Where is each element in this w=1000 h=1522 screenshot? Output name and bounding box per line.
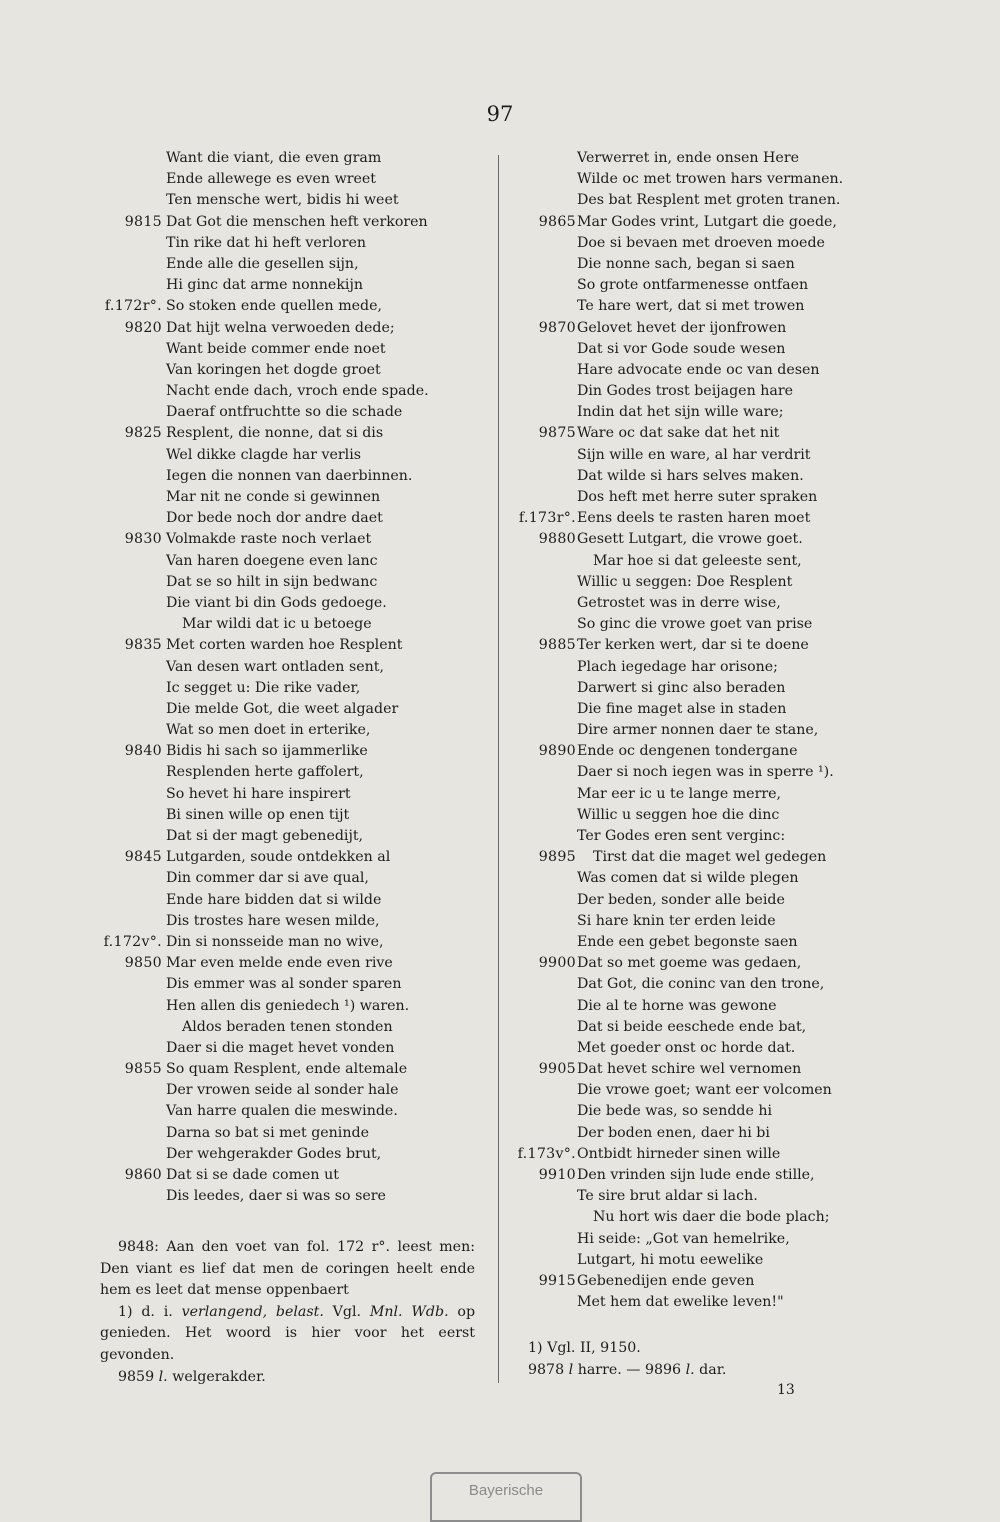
margin-number: 9875 <box>538 425 576 442</box>
verse-text: Iegen die nonnen van daerbinnen. <box>166 467 413 484</box>
verse-text: Darwert si ginc also beraden <box>577 679 786 696</box>
margin-number: 9870 <box>538 319 576 336</box>
verse-text: Dat si se dade comen ut <box>166 1167 339 1183</box>
verse-text: Want die viant, die even gram <box>166 150 382 166</box>
verse-line <box>96 529 501 550</box>
footnotes-right <box>528 1338 818 1381</box>
verse-line <box>96 381 501 402</box>
left-verse-column <box>96 148 501 1207</box>
verse-text: Dat si der magt gebenedijt, <box>166 828 364 844</box>
verse-line <box>510 1101 950 1122</box>
verse-line <box>96 720 501 741</box>
verse-line <box>510 402 950 423</box>
verse-text: Wel dikke clagde har verlis <box>166 446 362 463</box>
margin-number: f.173r°. <box>518 510 576 527</box>
verse-line <box>510 190 950 211</box>
verse-text: Ende allewege es even wreet <box>166 171 376 188</box>
margin-number: 9905 <box>538 1061 576 1078</box>
verse-line <box>510 339 950 360</box>
verse-line <box>510 847 950 868</box>
library-stamp: Bayerische <box>430 1472 582 1522</box>
verse-text: Der beden, sonder alle beide <box>577 891 785 908</box>
verse-text: Sijn wille en ware, al har verdrit <box>577 446 811 463</box>
margin-number: 9840 <box>124 743 162 760</box>
verse-line <box>510 275 950 296</box>
verse-line <box>96 254 501 275</box>
verse-line <box>96 275 501 296</box>
verse-text: Die fine maget alse in staden <box>577 700 787 717</box>
margin-number: 9910 <box>538 1167 576 1183</box>
verse-line <box>510 381 950 402</box>
verse-line <box>510 466 950 487</box>
verse-line <box>510 635 950 656</box>
page-number: 97 <box>486 102 514 126</box>
margin-number: f.173v°. <box>517 1145 576 1162</box>
verse-line <box>510 678 950 699</box>
verse-line <box>510 593 950 614</box>
verse-line <box>510 826 950 847</box>
verse-text: Ende oc dengenen tondergane <box>577 743 798 760</box>
verse-text: Daeraf ontfruchtte so die schade <box>166 404 403 421</box>
verse-line <box>96 741 501 762</box>
verse-line <box>510 1271 950 1292</box>
verse-text: Nu hort wis daer die bode plach; <box>593 1209 830 1226</box>
verse-text: Bi sinen wille op enen tijt <box>166 806 350 823</box>
footnote-1-right: 1) Vgl. II, 9150. <box>528 1340 641 1356</box>
verse-text: Die vrowe goet; want eer volcomen <box>577 1082 832 1099</box>
verse-text: Tin rike dat hi heft verloren <box>166 234 366 251</box>
verse-text: Dat hevet schire wel vernomen <box>577 1061 802 1078</box>
margin-number: f.172r°. <box>104 298 162 315</box>
verse-text: Mar hoe si dat geleeste sent, <box>593 552 802 569</box>
verse-line <box>510 720 950 741</box>
verse-line <box>96 762 501 783</box>
verse-line <box>510 1080 950 1101</box>
verse-text: Din Godes trost beijagen hare <box>577 383 793 400</box>
verse-text: Plach iegedage har orisone; <box>577 658 778 675</box>
verse-line <box>96 360 501 381</box>
verse-text: Din commer dar si ave qual, <box>166 870 369 887</box>
verse-line <box>510 254 950 275</box>
margin-number: 9855 <box>124 1061 162 1078</box>
verse-text: Dor bede noch dor andre daet <box>166 510 383 527</box>
verse-text: Van harre qualen die meswinde. <box>166 1103 398 1120</box>
verse-text: Hen allen dis geniedech ¹) waren. <box>166 997 410 1014</box>
verse-text: Resplent, die nonne, dat si dis <box>166 425 384 442</box>
verse-line <box>510 890 950 911</box>
verse-text: Dat Got die menschen heft verkoren <box>166 213 428 230</box>
footnote-9878: 9878 l harre. — 9896 l. dar. <box>528 1361 727 1378</box>
verse-text: Nacht ende dach, vroch ende spade. <box>166 383 429 400</box>
verse-text: Gebenedijen ende geven <box>577 1272 755 1289</box>
verse-line <box>96 826 501 847</box>
signature-mark: 13 <box>777 1382 795 1398</box>
verse-text: Gesett Lutgart, die vrowe goet. <box>577 531 803 548</box>
verse-line <box>510 1229 950 1250</box>
verse-line <box>510 996 950 1017</box>
verse-line <box>510 1123 950 1144</box>
verse-line <box>510 1059 950 1080</box>
verse-text: Van haren doegene even lanc <box>166 552 378 569</box>
verse-text: Der wehgerakder Godes brut, <box>166 1145 382 1162</box>
margin-number: 9835 <box>124 637 162 654</box>
verse-line <box>96 805 501 826</box>
verse-line <box>96 593 501 614</box>
verse-text: Dis emmer was al sonder sparen <box>166 976 402 993</box>
verse-line <box>510 169 950 190</box>
footnote-9848: 9848: Aan den voet van fol. 172 r°. leest men: Den viant es lief dat men de coringen heelt ende hem es leet dat mense oppenbaert <box>100 1239 475 1299</box>
verse-text: Hare advocate ende oc van desen <box>577 361 820 378</box>
verse-text: Mar eer ic u te lange merre, <box>577 785 782 802</box>
verse-text: Ter kerken wert, dar si te doene <box>577 637 809 654</box>
footnote-9859: 9859 l. welgerakder. <box>118 1368 266 1385</box>
verse-text: Ontbidt hirneder sinen wille <box>577 1145 781 1162</box>
verse-line <box>510 551 950 572</box>
verse-text: So grote ontfarmenesse ontfaen <box>577 277 809 294</box>
verse-text: Die bede was, so sendde hi <box>577 1103 773 1120</box>
verse-line <box>510 1250 950 1271</box>
verse-text: Wilde oc met trowen hars vermanen. <box>577 171 844 188</box>
footnote-1-left: 1) d. i. verlangend, belast. Vgl. Mnl. Wdb. op genieden. Het woord is hier voor het eerst gevonden. <box>100 1303 476 1363</box>
margin-number: 9895 <box>538 849 576 866</box>
verse-line <box>96 911 501 932</box>
verse-text: Mar nit ne conde si gewinnen <box>166 489 381 505</box>
verse-text: Met corten warden hoe Resplent <box>166 637 403 654</box>
verse-line <box>510 953 950 974</box>
verse-text: Gelovet hevet der ijonfrowen <box>577 319 787 336</box>
verse-text: Lutgart, hi motu eewelike <box>577 1251 764 1268</box>
verse-line <box>510 974 950 995</box>
verse-line <box>510 360 950 381</box>
verse-text: Doe si bevaen met droeven moede <box>577 234 825 251</box>
verse-line <box>510 805 950 826</box>
verse-text: Den vrinden sijn lude ende stille, <box>577 1167 815 1183</box>
verse-text: Die melde Got, die weet algader <box>166 700 399 717</box>
verse-text: Dat wilde si hars selves maken. <box>577 467 804 484</box>
verse-line <box>96 1080 501 1101</box>
column-divider <box>498 155 499 1383</box>
verse-text: Der vrowen seide al sonder hale <box>166 1082 399 1099</box>
verse-text: Die al te horne was gewone <box>577 997 777 1014</box>
verse-text: Dat si vor Gode soude wesen <box>577 340 786 357</box>
verse-line <box>96 1144 501 1165</box>
verse-text: Van koringen het dogde groet <box>166 361 381 378</box>
verse-text: Te sire brut aldar si lach. <box>577 1188 758 1205</box>
verse-text: Te hare wert, dat si met trowen <box>577 298 805 315</box>
verse-line <box>96 614 501 635</box>
verse-line <box>510 657 950 678</box>
margin-number: 9850 <box>124 955 162 972</box>
verse-line <box>96 635 501 656</box>
verse-line <box>510 445 950 466</box>
verse-text: Si hare knin ter erden leide <box>577 912 776 929</box>
verse-text: Eens deels te rasten haren moet <box>577 510 811 527</box>
verse-text: Hi ginc dat arme nonnekijn <box>166 277 364 294</box>
verse-line <box>96 953 501 974</box>
verse-line <box>96 296 501 317</box>
verse-line <box>510 1292 950 1313</box>
verse-line <box>96 784 501 805</box>
verse-text: So hevet hi hare inspirert <box>166 785 351 802</box>
verse-line <box>510 911 950 932</box>
verse-line <box>510 1038 950 1059</box>
verse-line <box>510 699 950 720</box>
verse-text: Getrostet was in derre wise, <box>577 594 781 611</box>
verse-text: Bidis hi sach so ijammerlike <box>166 743 368 760</box>
verse-line <box>96 1123 501 1144</box>
verse-text: Der boden enen, daer hi bi <box>577 1124 770 1141</box>
verse-line <box>96 318 501 339</box>
verse-line <box>510 529 950 550</box>
verse-line <box>510 1017 950 1038</box>
verse-text: Ter Godes eren sent verginc: <box>577 828 786 844</box>
verse-line <box>96 572 501 593</box>
verse-line <box>510 318 950 339</box>
margin-number: 9830 <box>124 531 162 548</box>
verse-line <box>510 868 950 889</box>
margin-number: 9900 <box>538 955 576 972</box>
footnotes-left <box>100 1237 475 1388</box>
verse-text: Daer si noch iegen was in sperre ¹). <box>577 764 834 781</box>
verse-text: Ten mensche wert, bidis hi weet <box>166 192 399 209</box>
verse-text: Ende alle die gesellen sijn, <box>166 255 359 272</box>
margin-number: 9885 <box>538 637 576 654</box>
verse-line <box>96 890 501 911</box>
verse-line <box>510 148 950 169</box>
verse-text: Dat so met goeme was gedaen, <box>577 955 802 972</box>
verse-line <box>96 212 501 233</box>
verse-text: Dat Got, die coninc van den trone, <box>577 976 825 993</box>
verse-line <box>96 678 501 699</box>
verse-text: Dos heft met herre suter spraken <box>577 489 818 505</box>
verse-line <box>96 466 501 487</box>
verse-text: Dat si beide eeschede ende bat, <box>577 1018 807 1035</box>
margin-number: 9860 <box>124 1167 162 1183</box>
verse-text: Aldos beraden tenen stonden <box>182 1018 393 1035</box>
verse-line <box>96 423 501 444</box>
verse-text: Ende hare bidden dat si wilde <box>166 891 382 908</box>
margin-number: 9845 <box>124 849 162 866</box>
verse-line <box>96 974 501 995</box>
margin-number: f.172v°. <box>103 933 162 950</box>
verse-text: Die viant bi din Gods gedoege. <box>166 594 387 611</box>
verse-text: Willic u seggen hoe die dinc <box>577 806 780 823</box>
verse-text: Volmakde raste noch verlaet <box>166 531 372 548</box>
verse-text: Resplenden herte gaffolert, <box>166 764 364 781</box>
verse-line <box>96 1101 501 1122</box>
verse-text: Dire armer nonnen daer te stane, <box>577 722 819 739</box>
verse-text: Mar wildi dat ic u betoege <box>182 616 372 633</box>
verse-text: Dis leedes, daer si was so sere <box>166 1188 386 1205</box>
verse-text: Tirst dat die maget wel gedegen <box>593 849 827 866</box>
verse-text: Ende een gebet begonste saen <box>577 933 798 950</box>
verse-text: Ware oc dat sake dat het nit <box>577 425 780 442</box>
verse-line <box>510 741 950 762</box>
margin-number: 9880 <box>538 531 576 548</box>
verse-text: Die nonne sach, began si saen <box>577 255 795 272</box>
verse-line <box>96 148 501 169</box>
verse-line <box>510 508 950 529</box>
margin-number: 9825 <box>124 425 162 442</box>
verse-text: So ginc die vrowe goet van prise <box>577 616 813 633</box>
verse-line <box>96 1186 501 1207</box>
verse-line <box>510 1144 950 1165</box>
verse-text: Want beide commer ende noet <box>166 340 386 357</box>
verse-line <box>510 932 950 953</box>
verse-line <box>96 1038 501 1059</box>
verse-line <box>96 169 501 190</box>
verse-line <box>510 1165 950 1186</box>
verse-text: Din si nonsseide man no wive, <box>166 933 384 950</box>
verse-line <box>96 233 501 254</box>
verse-line <box>510 572 950 593</box>
verse-text: Hi seide: „Got van hemelrike, <box>577 1230 790 1247</box>
verse-line <box>96 1165 501 1186</box>
verse-text: Wat so men doet in erterike, <box>166 722 371 739</box>
verse-line <box>96 699 501 720</box>
verse-text: Indin dat het sijn wille ware; <box>577 404 784 421</box>
verse-line <box>96 445 501 466</box>
verse-text: Des bat Resplent met groten tranen. <box>577 192 841 209</box>
verse-line <box>96 1017 501 1038</box>
verse-line <box>96 1059 501 1080</box>
verse-text: Met hem dat ewelike leven!" <box>577 1294 784 1311</box>
verse-line <box>96 657 501 678</box>
verse-text: So stoken ende quellen mede, <box>166 298 383 315</box>
verse-line <box>510 762 950 783</box>
verse-text: Dat se so hilt in sijn bedwanc <box>166 573 378 590</box>
verse-text: Van desen wart ontladen sent, <box>166 658 384 675</box>
margin-number: 9820 <box>124 319 162 336</box>
verse-text: Was comen dat si wilde plegen <box>577 870 799 887</box>
verse-text: Met goeder onst oc horde dat. <box>577 1039 796 1056</box>
verse-line <box>96 868 501 889</box>
verse-line <box>510 487 950 508</box>
verse-text: Verwerret in, ende onsen Here <box>577 150 799 166</box>
verse-text: Darna so bat si met geninde <box>166 1124 369 1141</box>
verse-line <box>96 339 501 360</box>
verse-text: Dis trostes hare wesen milde, <box>166 912 380 929</box>
verse-text: Lutgarden, soude ontdekken al <box>166 849 391 866</box>
margin-number: 9815 <box>124 213 162 230</box>
margin-number: 9865 <box>538 213 576 230</box>
verse-line <box>510 1207 950 1228</box>
right-verse-column <box>510 148 950 1313</box>
verse-text: So quam Resplent, ende altemale <box>166 1061 408 1078</box>
verse-text: Mar even melde ende even rive <box>166 955 393 972</box>
verse-line <box>510 1186 950 1207</box>
verse-line <box>510 784 950 805</box>
verse-line <box>510 296 950 317</box>
verse-text: Willic u seggen: Doe Resplent <box>577 573 793 590</box>
margin-number: 9915 <box>538 1272 576 1289</box>
verse-text: Daer si die maget hevet vonden <box>166 1039 395 1056</box>
verse-line <box>96 508 501 529</box>
margin-number: 9890 <box>538 743 576 760</box>
verse-line <box>96 847 501 868</box>
verse-line <box>96 487 501 508</box>
verse-text: Mar Godes vrint, Lutgart die goede, <box>577 213 837 230</box>
verse-line <box>96 996 501 1017</box>
verse-text: Ic segget u: Die rike vader, <box>166 679 361 696</box>
verse-line <box>510 233 950 254</box>
verse-line <box>96 932 501 953</box>
verse-line <box>96 190 501 211</box>
verse-line <box>510 614 950 635</box>
verse-line <box>510 212 950 233</box>
verse-text: Dat hijt welna verwoeden dede; <box>166 319 395 336</box>
verse-line <box>96 551 501 572</box>
verse-line <box>510 423 950 444</box>
verse-line <box>96 402 501 423</box>
